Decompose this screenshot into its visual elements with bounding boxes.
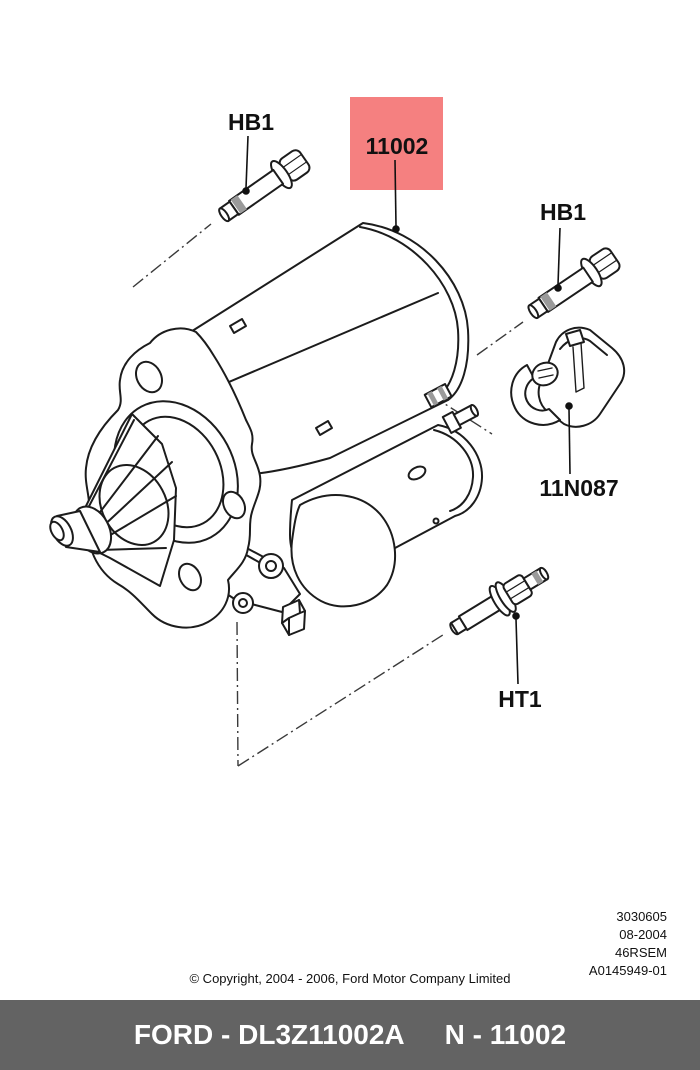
doc-number: 46RSEM	[614, 945, 667, 960]
base-part-number: N - 11002	[444, 1019, 567, 1050]
hb1-bolt-right	[522, 244, 624, 327]
callout-hb1-left: HB1	[227, 109, 275, 135]
doc-number: A0145949-01	[588, 963, 667, 978]
hb1-bolt-left	[212, 145, 313, 229]
doc-number: 08-2004	[619, 927, 667, 942]
part-number-bar	[0, 1000, 700, 1070]
cable-bracket-11n087	[511, 328, 624, 427]
copyright-notice: © Copyright, 2004 - 2006, Ford Motor Company Limited	[189, 971, 511, 986]
callout-11002: 11002	[365, 133, 429, 159]
callout-ht1: HT1	[498, 686, 542, 712]
ht1-stud	[443, 558, 555, 645]
catalog-part-number: FORD - DL3Z11002A	[133, 1019, 405, 1050]
document-numbers	[589, 908, 667, 980]
callout-11n087: 11N087	[539, 475, 619, 501]
motor-terminal	[443, 401, 481, 433]
doc-number: 3030605	[616, 909, 667, 924]
callout-hb1-right: HB1	[539, 199, 587, 225]
